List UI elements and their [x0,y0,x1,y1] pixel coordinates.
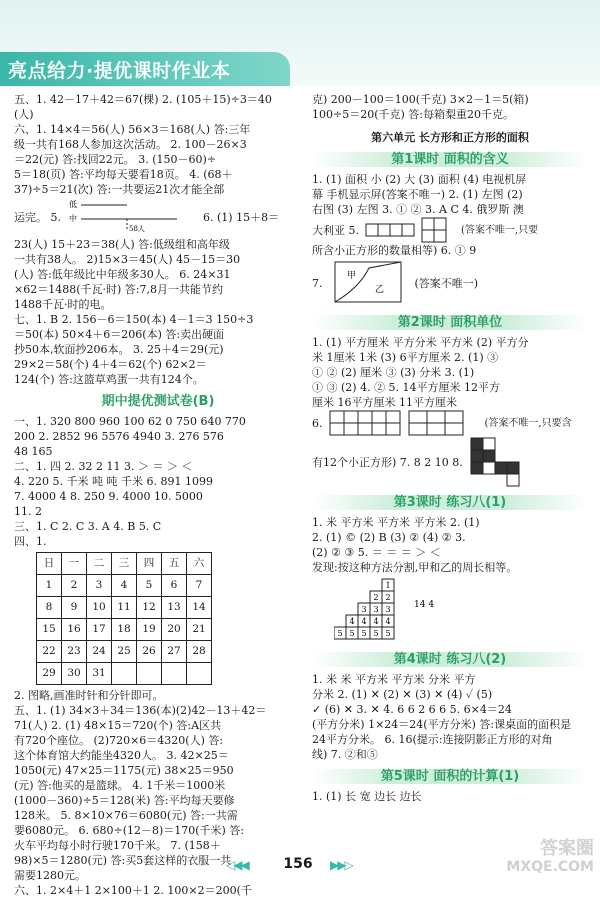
answer-line: (人) 答:低年级比中年级多30人。 6. 24×31 [14,268,231,281]
answer-line-with-figure [312,436,588,488]
answer-line: 1. (1) 长 宽 边长 边长 [312,790,422,803]
answer-line: 一共有38人。 2)15×3＝45(人) 45－15＝30 [14,253,241,266]
answer-line: 2. 图略,画准时针和分针即可。 [14,689,164,702]
answer-text: 7. [312,276,323,290]
answer-line: 23(人) 15＋23＝38(人) 答:低级组和高年级 [14,238,230,251]
calendar-cell: 30 [62,663,87,685]
calendar-header-cell: 日 [37,553,62,575]
answer-tail: 14 4 [414,600,435,610]
next-arrows-icon: ▶▶▷ [330,858,352,872]
lesson-title: 第1课时 面积的含义 [312,152,588,167]
answer-line: 有720个座位。 (2)720×6＝4320(人) 答: [14,734,224,747]
answer-line: 24平方分米。 6. 16(提示:连接阴影正方形的对角 [312,733,553,746]
answer-line: 分米 2. (1) ✕ (2) ✕ (3) ✕ (4) ✓ (5) [312,688,493,701]
answer-line-with-figure [312,258,588,308]
stair-cell: 3 [361,605,367,614]
answer-line: 128米。 5. 8×10×76＝6080(元) 答:一共需 [14,809,238,822]
watermark-line: MXQE.COM [506,859,594,875]
stair-cell: 5 [373,629,379,638]
calendar-cell: 3 [87,575,112,597]
answer-line: 1. (1) 面积 小 (2) 大 (3) 面积 (4) 电视机屏 [312,173,527,186]
calendar-cell: 17 [87,619,112,641]
calendar-cell [112,663,137,685]
calendar-cell: 22 [37,641,62,663]
page-number: 156 [283,856,313,872]
answer-line: 29×2＝58(个) 4＋4＝62(个) 62×2＝ [14,358,207,371]
lesson-title: 第2课时 面积单位 [312,315,588,330]
answer-text: 6. [312,416,323,430]
staircase-number-figure [334,577,454,645]
answer-line: 124(个) 答:这篮草鸡蛋一共有124个。 [14,373,204,386]
unit-title: 第六单元 长方形和正方形的面积 [371,131,529,144]
calendar-cell: 28 [187,641,212,663]
answer-line: 七、1. B 2. 156－6＝150(本) 4－1＝3 150÷3 [14,313,254,326]
calendar-header-cell: 三 [112,553,137,575]
stair-cell: 5 [361,629,367,638]
answer-note: (答案不唯一,只要含 [484,417,572,429]
calendar-cell: 2 [62,575,87,597]
calendar-cell [137,663,162,685]
stair-cell: 4 [373,617,379,626]
answer-text: 有12个小正方形) 7. 8 2 10 8. [312,455,463,469]
answer-line: 二、1. 四 2. 32 2 11 3. ＞ ＝ ＞ ＜ [14,460,193,473]
split-rectangle-figure [329,258,409,308]
calendar-cell: 7 [187,575,212,597]
answer-line: 所含小正方形的数量相等) 6. ① 9 [312,244,477,257]
calendar-cell [162,663,187,685]
calendar-cell: 10 [87,597,112,619]
answer-line: 线) 7. ②和⑤ [312,748,378,761]
calendar-cell: 25 [112,641,137,663]
answer-line: 5＝18(页) 答:平均每天要看18页。 4. (68＋ [14,168,233,181]
calendar-cell: 4 [112,575,137,597]
answer-line: 1. 米 平方米 平方米 平方米 2. (1) [312,516,480,529]
answer-line: 1488千瓦·时的电。 [14,298,112,311]
calendar-cell: 26 [137,641,162,663]
calendar-cell: 18 [112,619,137,641]
label-low: 低 [69,200,77,209]
stair-cell: 1 [385,581,391,590]
answer-line: 1. (1) 平方厘米 平方分米 平方米 (2) 平方分 [312,336,529,349]
answer-line: 1050(元) 47×25＝1175(元) 38×25＝950 [14,764,234,777]
answer-line: 要6080元。 6. 680÷(12－8)＝170(千米) 答: [14,824,245,837]
calendar-cell: 21 [187,619,212,641]
calendar-header-cell: 一 [62,553,87,575]
calendar-header-cell: 四 [137,553,162,575]
answer-line: 米 1厘米 1米 (3) 6平方厘米 2. (1) ③ [312,351,499,364]
answer-line: ＝22(元) 答:找回22元。 3. (150－60)÷ [14,153,217,166]
calendar-cell: 13 [162,597,187,619]
calendar-cell: 15 [37,619,62,641]
left-column [14,92,302,898]
calendar-cell: 12 [137,597,162,619]
stair-cell: 5 [349,629,355,638]
answer-line: 幕 手机显示屏(答案不唯一) 2. (1) 左图 (2) [312,188,523,201]
answer-note: (答案不唯一,只要 [461,224,539,236]
right-column [312,92,588,804]
stair-cell: 4 [361,617,367,626]
lesson-title: 第4课时 练习八(2) [312,652,588,667]
stair-cell: 5 [337,629,343,638]
calendar-cell: 27 [162,641,187,663]
answer-line: ✓ (6) ✕ 3. ✕ 4. 6 6 2 6 6 5. 6×4＝24 [312,703,512,716]
answer-line: (人) [14,108,34,121]
answer-text: 运完。 5. [14,210,61,224]
calendar-cell: 1 [37,575,62,597]
header-title: 亮点给力·提优课时作业本 [8,60,231,82]
answer-line: 1. 米 米 平方米 平方米 分米 平方 [312,673,476,686]
calendar-table [36,552,212,685]
answer-line: 4. 220 5. 千米 吨 吨 千米 6. 891 1099 [14,475,213,488]
answer-line: 发现:按这种方法分割,甲和乙的周长相等。 [312,561,518,574]
shaded-square-figure [469,436,533,488]
lesson-title: 第5课时 面积的计算(1) [312,769,588,784]
answer-line: 37)÷5＝21(次) 答:一共要运21次才能全部 [14,183,225,196]
calendar-cell: 29 [37,663,62,685]
answer-line: (平方分米) 1×24＝24(平方分米) 答:课桌面的面积是 [312,718,572,731]
answer-line: ① ③ (2) 4. ② 5. 14平方厘米 12平方 [312,381,501,394]
stair-cell: 4 [385,617,391,626]
calendar-cell [187,663,212,685]
region-b-label: 乙 [374,285,384,295]
answer-line: 六、1. 14×4＝56(人) 56×3＝168(人) 答:三年 [14,123,251,136]
calendar-cell: 8 [37,597,62,619]
grid-answer-figure [329,410,479,436]
calendar-header-cell: 五 [162,553,187,575]
answer-line: (1000－360)÷5＝128(米) 答:平均每天要修 [14,794,235,807]
answer-line: 一、1. 320 800 960 100 62 0 750 640 770 [14,415,246,428]
answer-line: 11. 2 [14,505,42,518]
calendar-cell: 20 [162,619,187,641]
answer-line: 71(人) 2. (1) 48×15＝720(个) 答:A区共 [14,719,222,732]
answer-line: 98)×5＝1280(元) 答:买5套这样的衣服一共 [14,854,232,867]
answer-line-with-figure [312,217,588,243]
answer-line: ＝50(本) 50×4＋6＝206(本) 答:卖出硬面 [14,328,225,341]
answer-line: 五、1. (1) 34×3＋34＝136(本)(2)42－13＋42＝ [14,704,267,717]
stair-cell: 5 [385,629,391,638]
answer-line: 这个体育馆大约能坐4320人。 3. 42×25＝ [14,749,229,762]
calendar-label: 四、1. [14,535,47,548]
calendar-header-cell: 二 [87,553,112,575]
calendar-cell: 6 [162,575,187,597]
stair-cell: 3 [385,605,391,614]
stair-cell: 3 [373,605,379,614]
answer-line: (2) ② ③ 5. ＝ ＝ ＝ ＞ ＜ [312,546,441,559]
calendar-cell: 31 [87,663,112,685]
answer-line: 厘米 16平方厘米 11平方厘米 [312,396,457,409]
rectangle-grid-figure [365,220,415,240]
answer-line: 火车平均每小时行驶170千米。 7. (158＋ [14,839,221,852]
calendar-cell: 23 [62,641,87,663]
stair-cell: 2 [373,593,379,602]
answer-line: 抄50本,软面抄206本。 3. 25＋4＝29(元) [14,343,224,356]
answer-line: (元) 答:他买的是篮球。 4. 1千米＝1000米 [14,779,226,792]
line-segment-diagram [67,197,197,237]
answer-line-with-figure [14,197,302,237]
answer-line: 需要1280元。 [14,869,86,882]
answer-line-with-figure [312,410,588,436]
lesson-title: 第3课时 练习八(1) [312,495,588,510]
answer-line: 六、1. 2×4＋1 2×100＋1 2. 100×2＝200(千 [14,884,252,897]
answer-line: ① ② (2) 厘米 ③ (3) 分米 3. (1) [312,366,475,379]
answer-text: 6. (1) 15＋8＝ [203,210,280,224]
answer-line: 右图 (3) 左图 3. ① ② 3. A C 4. 俄罗斯 澳 [312,203,524,216]
section-title: 期中提优测试卷(B) [101,394,215,409]
square-grid-figure [421,217,455,243]
region-a-label: 甲 [346,271,356,281]
answer-line: 100÷5＝20(千克) 答:每箱梨重20千克。 [312,108,514,121]
answer-line: 200 2. 2852 96 5576 4940 3. 276 576 [14,430,224,443]
answer-text: 大利亚 5. [312,223,359,237]
staircase-grid [334,579,394,639]
calendar-cell: 19 [137,619,162,641]
answer-line: 克) 200－100＝100(千克) 3×2－1＝5(箱) [312,93,529,106]
calendar-cell: 5 [137,575,162,597]
answer-line: 级一共有168人参加这次活动。 2. 100－26×3 [14,138,247,151]
calendar-cell: 14 [187,597,212,619]
answer-line: 7. 4000 4 8. 250 9. 4000 10. 5000 [14,490,203,503]
answer-note: (答案不唯一) [414,276,479,290]
calendar-cell: 24 [87,641,112,663]
calendar-header-cell: 六 [187,553,212,575]
answer-line: ×62＝1488(千瓦·时) 答:7,8月一共能节约 [14,283,223,296]
calendar-cell: 11 [112,597,137,619]
label-mid: 中 [69,214,77,223]
label-58: 58人 [129,225,145,233]
answer-line: 五、1. 42－17＋42＝67(棵) 2. (105＋15)÷3＝40 [14,93,272,106]
stair-cell: 4 [349,617,355,626]
answer-line: 三、1. C 2. C 3. A 4. B 5. C [14,520,162,533]
calendar-cell: 16 [62,619,87,641]
prev-arrows-icon: ◁◀◀ [226,858,248,872]
header-band [0,0,600,86]
watermark-line: 答案圈 [540,838,594,859]
stair-cell: 2 [385,593,391,602]
watermark [506,840,594,876]
answer-line: 48 165 [14,445,53,458]
answer-line: 2. (1) © (2) B (3) ② (4) ② 3. [312,531,466,544]
calendar-cell: 9 [62,597,87,619]
